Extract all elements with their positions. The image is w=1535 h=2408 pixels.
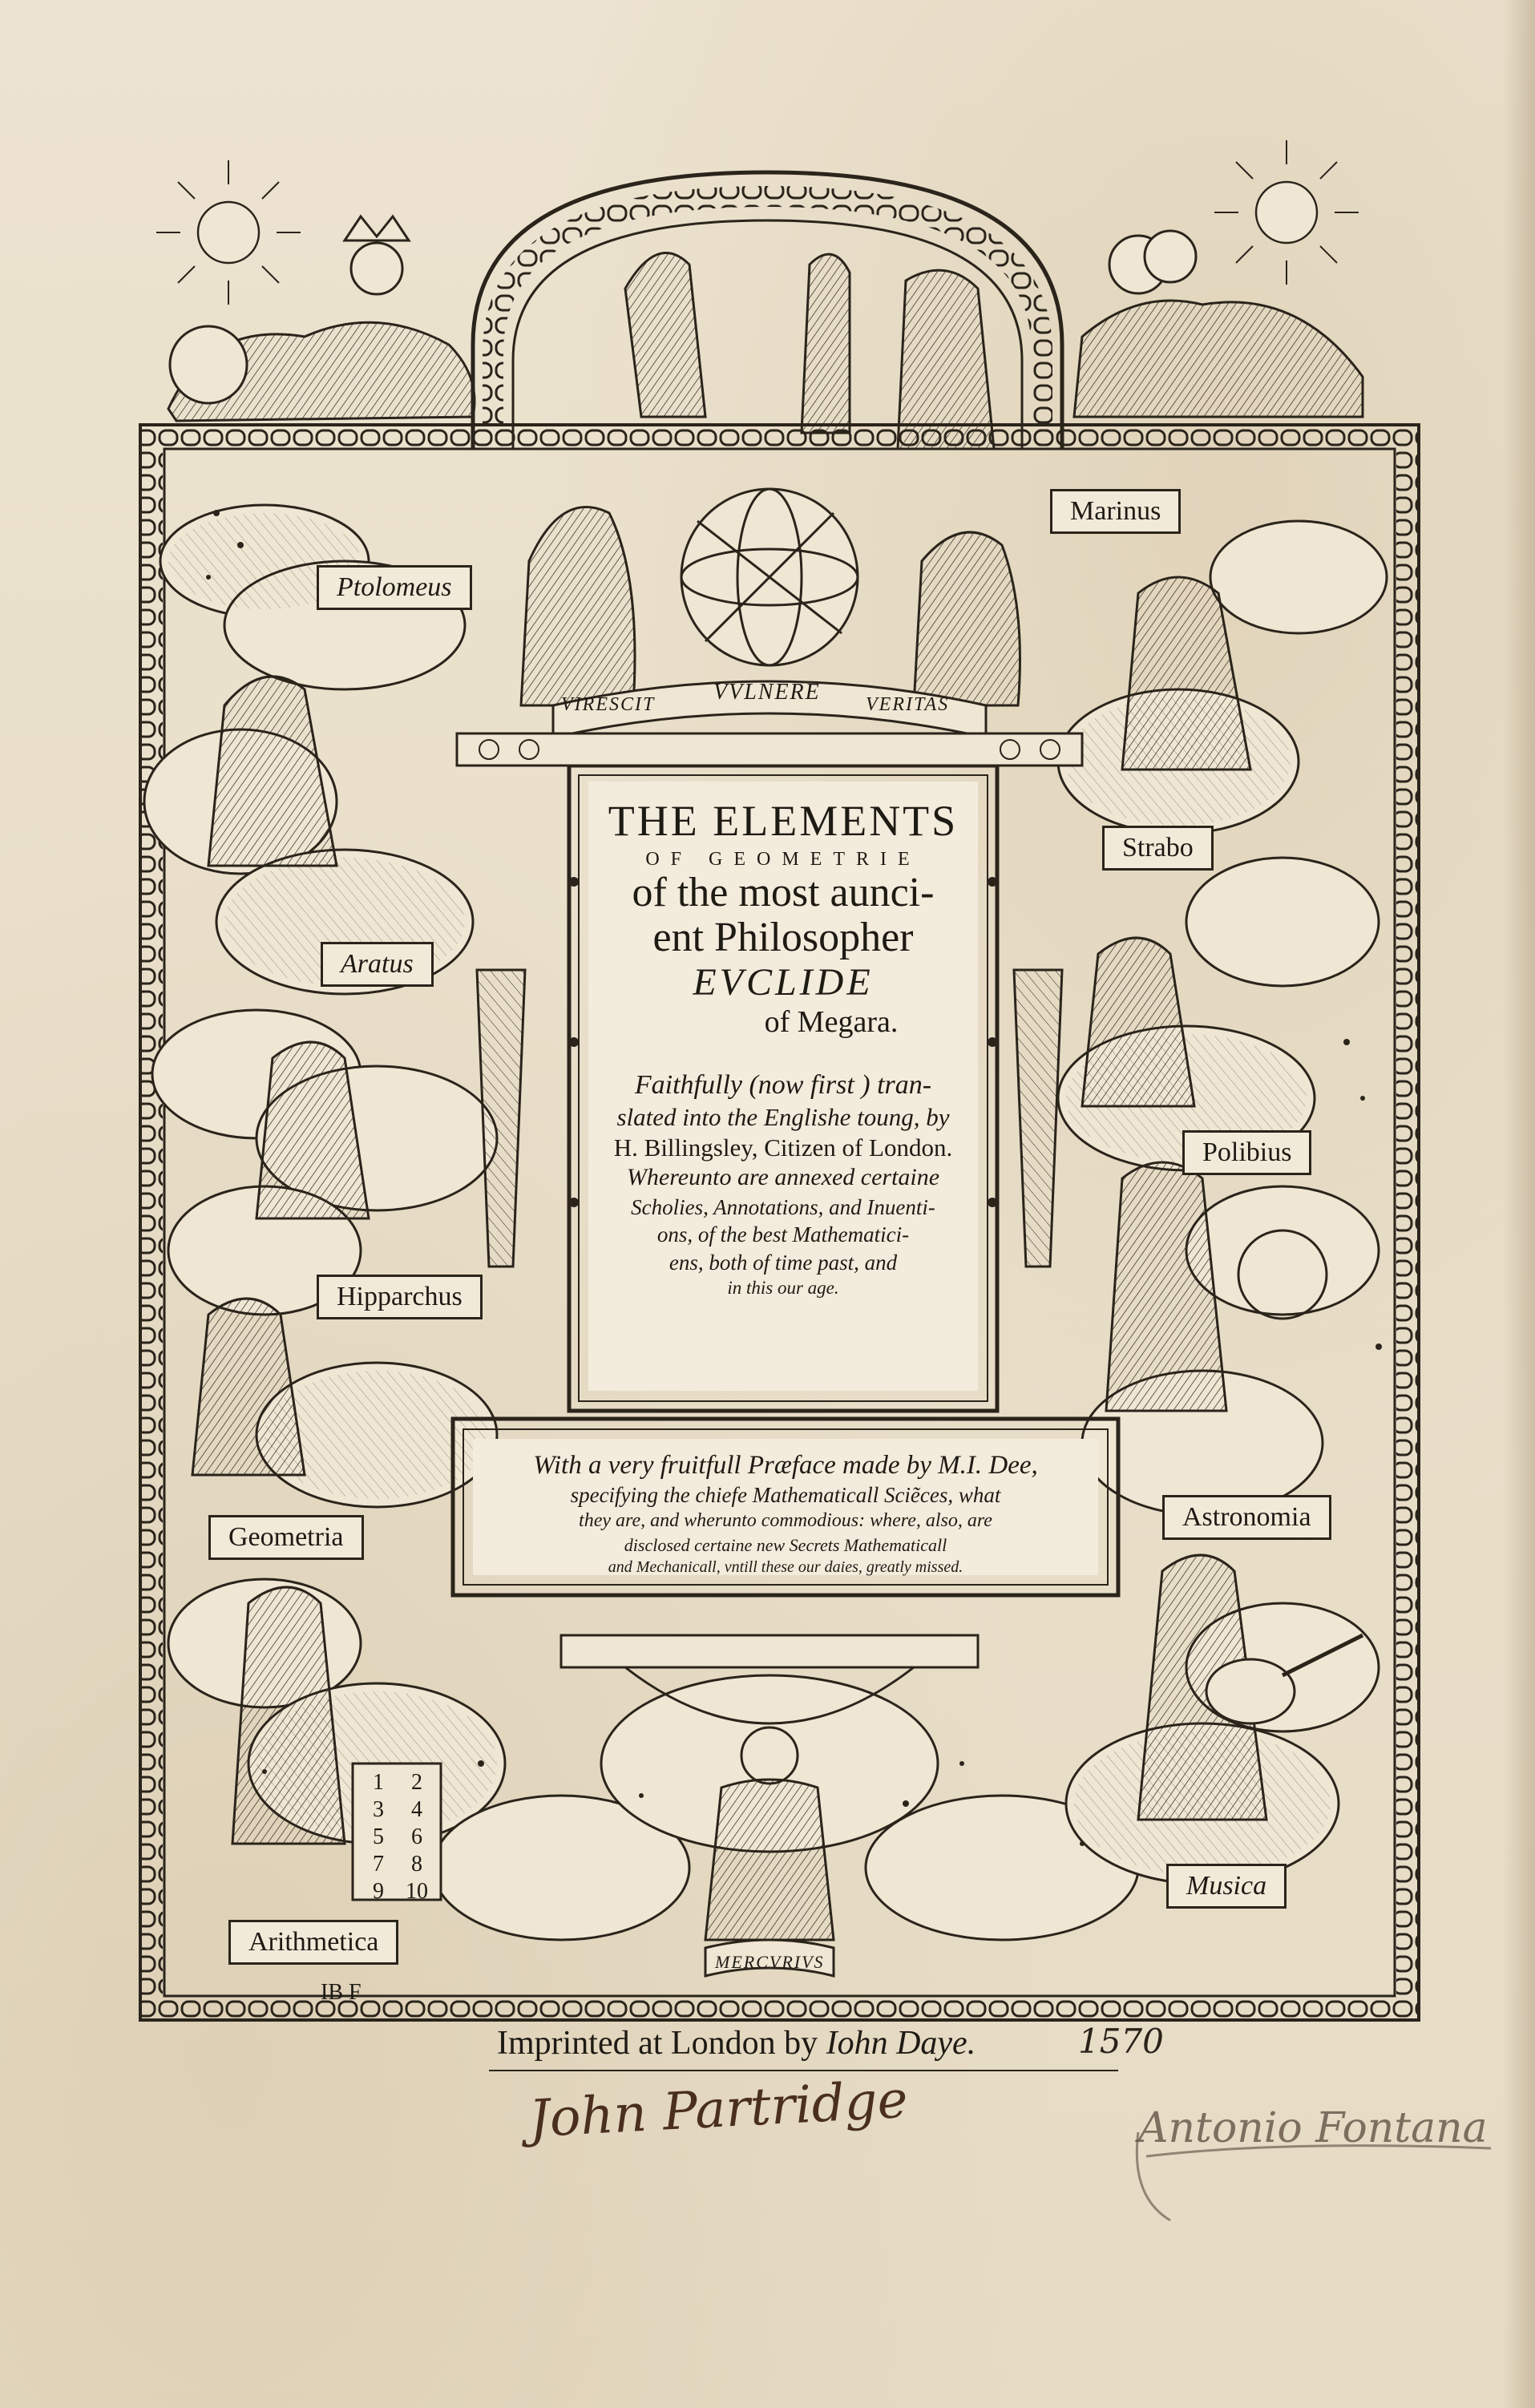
motto-right: VERITAS <box>866 694 950 715</box>
imprint-printer: Iohn Daye. <box>826 2025 976 2062</box>
handwritten-year: 1570 <box>1078 2022 1164 2061</box>
tablet-number: 3 <box>373 1797 384 1822</box>
title-body-3: H. Billingsley, Citizen of London. <box>613 1133 953 1162</box>
tablet-number: 5 <box>373 1824 384 1849</box>
imprint-prefix: Imprinted at London by <box>497 2025 818 2062</box>
label-polibius: Polibius <box>1182 1130 1311 1175</box>
title-line-5: EVCLIDE <box>693 961 874 1004</box>
title-body-5: Scholies, Annotations, and Inuenti- <box>631 1194 935 1219</box>
title-body-1: Faithfully (now first ) tran- <box>634 1070 932 1101</box>
tablet-number: 10 <box>406 1879 428 1904</box>
label-aratus: Aratus <box>321 942 434 987</box>
label-ptolomeus: Ptolomeus <box>317 565 472 610</box>
tablet-number: 8 <box>411 1852 422 1877</box>
preface-line-5: and Mechanicall, vntill these our daies, greatly missed. <box>608 1558 963 1577</box>
label-mercurius: MERCVRIVS <box>715 1952 825 1972</box>
cutter-mark: IB F <box>321 1980 362 2005</box>
tablet-number: 1 <box>373 1770 384 1795</box>
title-line-3: of the most aunci- <box>632 870 935 915</box>
preface-line-3: they are, and wherunto commodious: where, also, are <box>579 1510 992 1532</box>
title-block <box>588 782 978 1391</box>
title-line-6: of Megara. <box>764 1005 899 1040</box>
tablet-number: 7 <box>373 1852 384 1877</box>
title-line-1: THE ELEMENTS <box>608 797 959 845</box>
title-line-4: ent Philosopher <box>652 915 914 961</box>
motto-left: VIRESCIT <box>561 694 656 715</box>
title-body-7: ens, both of time past, and <box>669 1250 898 1275</box>
label-musica: Musica <box>1166 1864 1287 1909</box>
motto-center: VVLNERE <box>713 680 821 705</box>
title-body-2: slated into the Englishe toung, by <box>616 1102 950 1131</box>
preface-line-4: disclosed certaine new Secrets Mathematicall <box>624 1534 947 1555</box>
label-arithmetica: Arithmetica <box>228 1920 398 1965</box>
tablet-number: 6 <box>411 1824 422 1849</box>
title-line-2: OF GEOMETRIE <box>645 849 921 870</box>
title-body-6: ons, of the best Mathematici- <box>656 1222 910 1247</box>
label-geometria: Geometria <box>208 1515 364 1560</box>
label-marinus: Marinus <box>1050 489 1181 534</box>
arithmetic-tablet <box>359 1770 436 1905</box>
preface-line-1: With a very fruitfull Præface made by M.I. Dee, <box>533 1451 1038 1480</box>
tablet-number: 4 <box>411 1797 422 1822</box>
title-body-8: in this our age. <box>727 1278 839 1299</box>
signature-flourish <box>1122 2084 1507 2244</box>
tablet-number: 9 <box>373 1879 384 1904</box>
imprint-line <box>497 2024 1138 2063</box>
page-edge-shadow <box>1503 0 1535 2408</box>
preface-line-2: specifying the chiefe Mathematicall Sciẽces, what <box>570 1482 1001 1507</box>
preface-block <box>473 1439 1098 1575</box>
title-body-4: Whereunto are annexed certaine <box>626 1164 940 1191</box>
label-hipparchus: Hipparchus <box>317 1275 483 1319</box>
label-astronomia: Astronomia <box>1162 1495 1331 1540</box>
signature-owner-1: John Partridge <box>527 2070 910 2150</box>
tablet-number: 2 <box>411 1770 422 1795</box>
signature-owner-2: Antonio Fontana <box>1138 2104 1488 2152</box>
label-strabo: Strabo <box>1102 826 1214 871</box>
